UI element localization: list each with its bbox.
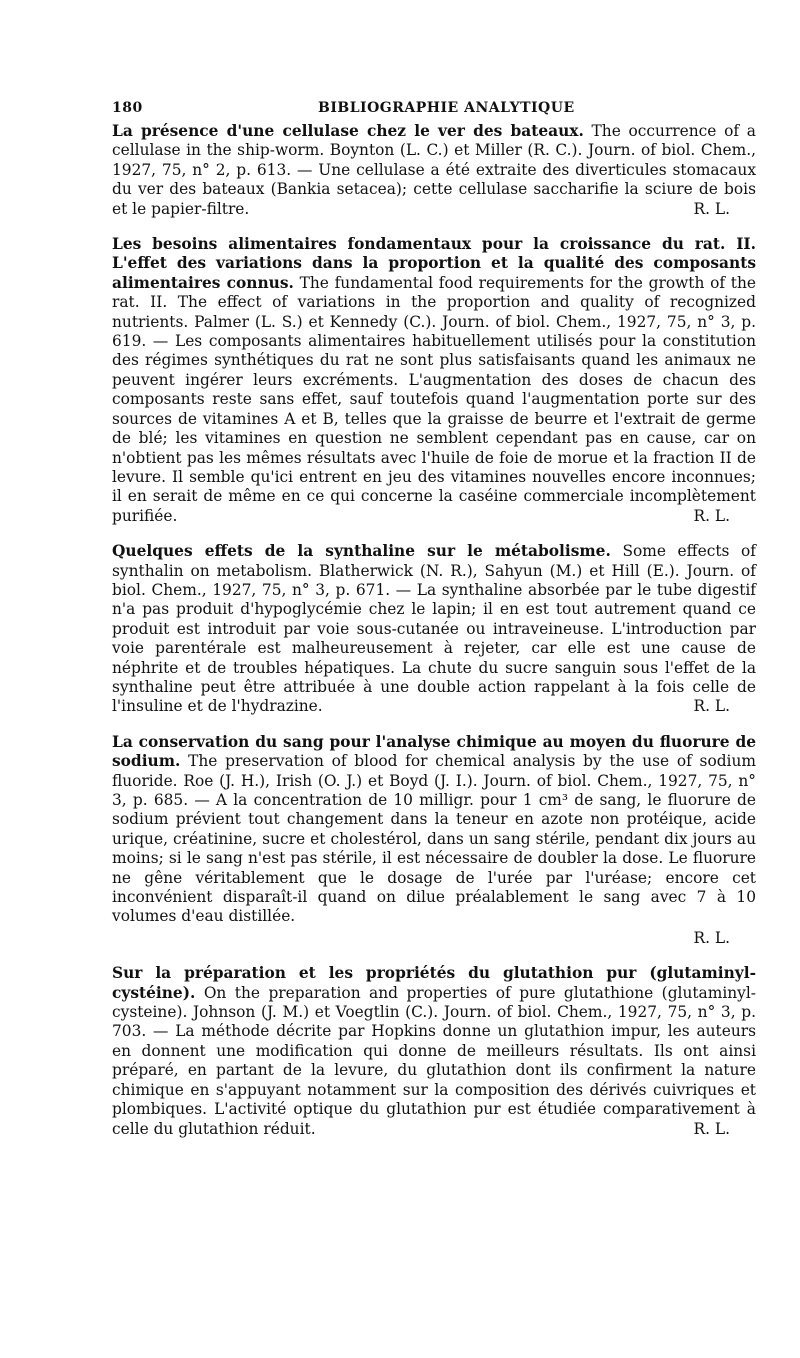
entry-body: The fundamental food requirements for the growth of the rat. II. The effect of variations in the proportion and quality of recognized nutrients. Palmer (L. S.) et Kennedy (C.). Journ. of biol. Chem., 1927, 75, n° 3, p. 619. — Les composants alimentaires habituellement utilisés pour la constitution des régimes synthétiques du rat ne sont plus satisfaisants quand les animaux ne peuvent ingérer leurs excréments. L'augmentation des doses de chacun des composants reste sans effet, sauf toutefois quand l'augmentation porte sur des sources de vitamines A et B, telles que la graisse de beurre et l'extrait de germe de blé; les vitamines en question ne semblent cependant pas en cause, car on n'obtient pas les mêmes résultats avec l'huile de foie de morue et la fraction II de levure. Il semble qu'ici entrent en jeu des vitamines nouvelles encore inconnues; il en serait de même en ce qui concerne la caséine commerciale incomplètement purifiée. <box>112 273 756 525</box>
entry-title: Quelques effets de la synthaline sur le métabolisme. <box>112 542 611 561</box>
bibliography-entry <box>112 733 756 948</box>
running-header <box>112 96 756 122</box>
entry-body: On the preparation and properties of pure glutathione (glutaminyl-cysteine). Johnson (J. M.) et Voegtlin (C.). Journ. of biol. Chem., 1927, 75, n° 3, p. 703. — La méthode décrite par Hopkins donne un glutathion impur, les auteurs en donnent une modification qui donne de meilleurs résultats. Ils ont ainsi préparé, en partant de la levure, du glutathion dont ils confirment la nature chimique en s'appuyant notamment sur la composition des dérivés cuivriques et plombiques. L'activité optique du glutathion pur est étudiée comparativement à celle du glutathion réduit. <box>112 983 756 1138</box>
running-title: BIBLIOGRAPHIE ANALYTIQUE <box>318 100 575 116</box>
entry-body: Some effects of synthalin on metabolism. Blatherwick (N. R.), Sahyun (M.) et Hill (E.). Journ. of biol. Chem., 1927, 75, n° 3, p. 671. — La synthaline absorbée par le tube digestif n'a pas produit d'hypoglycémie chez le lapin; il en est tout autrement quand ce produit est introduit par voie sous-cutanée ou intraveineuse. L'introduction par voie parentérale est malheureusement à rejeter, car elle est une cause de néphrite et de troubles hépatiques. La chute du sucre sanguin sous l'effet de la synthaline peut être attribuée à une double action rappelant à la fois celle de l'insuline et de l'hydrazine. <box>112 542 756 716</box>
entry-signature: R. L. <box>693 199 730 218</box>
entry-signature: R. L. <box>693 1119 730 1138</box>
bibliography-entry <box>112 964 756 1139</box>
entry-title: La présence d'une cellulase chez le ver des bateaux. <box>112 122 584 140</box>
entry-body: The occurrence of a cellulase in the ship-worm. Boynton (L. C.) et Miller (R. C.). Journ. of biol. Chem., 1927, 75, n° 2, p. 613. — Une cellulase a été extraite des diverticules stomacaux du ver des bateaux (Bankia setacea); cette cellulase saccharifie la sciure de bois et le papier-filtre. <box>112 122 756 218</box>
entry-signature: R. L. <box>693 928 730 947</box>
page-number: 180 <box>112 100 143 116</box>
entry-title: Sur la préparation et les propriétés du glutathion pur (glutaminyl-cystéine). <box>112 964 756 1002</box>
bibliography-entry <box>112 235 756 526</box>
entry-body: The preservation of blood for chemical analysis by the use of sodium fluoride. Roe (J. H.), Irish (O. J.) et Boyd (J. I.). Journ. of biol. Chem., 1927, 75, n° 3, p. 685. — A la concentration de 10 milligr. pour 1 cm³ de sang, le fluorure de sodium prévient tout changement dans la teneur en azote non protéique, acide urique, créatinine, sucre et cholestérol, dans un sang stérile, pendant dix jours au moins; si le sang n'est pas stérile, il est nécessaire de doubler la dose. Le fluorure ne gêne véritablement que le dosage de l'urée par l'uréase; encore cet inconvénient disparaît-il quand on dilue préalablement le sang avec 7 à 10 volumes d'eau distillée. <box>112 752 756 926</box>
entry-signature: R. L. <box>693 697 730 716</box>
entry-signature: R. L. <box>693 506 730 525</box>
bibliography-entry <box>112 122 756 219</box>
bibliography-entry <box>112 542 756 717</box>
document-page <box>112 96 756 1155</box>
entry-title: La conservation du sang pour l'analyse chimique au moyen du fluorure de sodium. <box>112 732 756 771</box>
entry-title: Les besoins alimentaires fondamentaux pour la croissance du rat. II. L'effet des variations dans la proportion et la qualité des composants alimentaires connus. <box>112 235 756 292</box>
